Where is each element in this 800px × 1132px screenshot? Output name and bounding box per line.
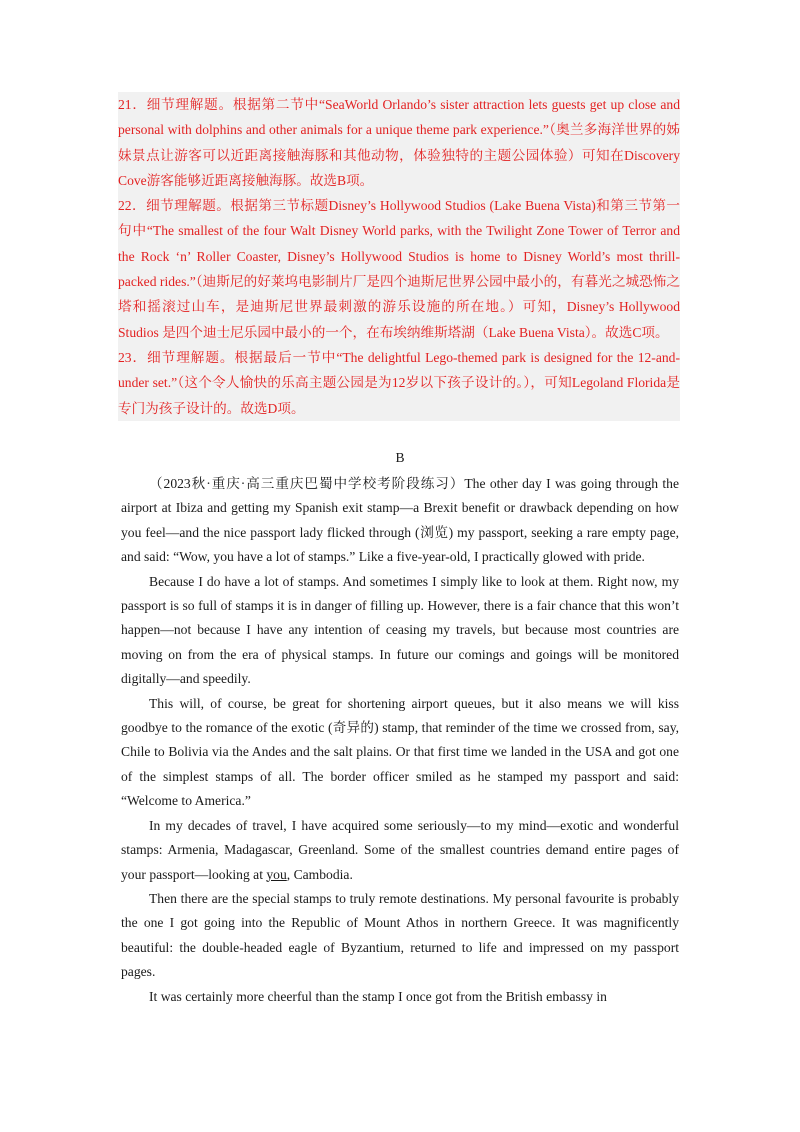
passage-text: In my decades of travel, I have acquired some seriously—to my mind—exotic and wonderful stamps: Armenia, Madagascar, Greenland. Some of the smallest countries demand entire pages of your passport—looking at bbox=[121, 817, 679, 882]
answer-explanations bbox=[118, 92, 680, 421]
answer-22-quote: The smallest of the four Walt Disney World parks, with the Twilight Zone Tower of Terror and the Rock ‘n’ Roller Coaster, Disney’s Hollywood Studios is home to Disney World’s most thrill-packed rides. bbox=[118, 223, 680, 290]
answer-21 bbox=[118, 92, 680, 193]
answer-22-label: 22．细节理解题。根据第三节标题 bbox=[118, 198, 329, 214]
answer-23-explanation: ”（这个令人愉快的乐高主题公园是为12岁以下孩子设计的。），可知Legoland Florida是专门为孩子设计的。故选D项。 bbox=[118, 375, 680, 416]
answer-21-label: 21．细节理解题。根据第二节中“ bbox=[118, 97, 326, 112]
reading-passage bbox=[121, 472, 679, 1009]
passage-paragraph: It was certainly more cheerful than the stamp I once got from the British embassy in bbox=[149, 988, 607, 1004]
underlined-word: you bbox=[266, 866, 287, 882]
answer-22-explanation: ”（迪斯尼的好莱坞电影制片厂是四个迪斯尼世界公园中最小的，有暮光之城恐怖之塔和摇滚过山车，是迪斯尼世界最刺激的游乐设施的所在地。）可知，Disney’s Hollywood Studios 是四个迪士尼乐园中最小的一个，在布埃纳维斯塔湖（Lake Buena Vista）。故选C项。 bbox=[118, 274, 680, 340]
passage-paragraph bbox=[121, 814, 679, 887]
answer-23-quote: The delightful Lego-themed park is designed for the 12-and-under set. bbox=[118, 349, 680, 391]
answer-22-heading: Disney’s Hollywood Studios (Lake Buena Vista) bbox=[328, 198, 596, 214]
passage-text: , Cambodia. bbox=[286, 866, 353, 882]
passage-paragraph: This will, of course, be great for shortening airport queues, but it also means we will kiss goodbye to the romance of the exotic (奇异的) stamp, that reminder of the time we crossed from, say, Chile to Bolivia via the Andes and the salt plains. Or that first time we landed in the USA and got one of the simplest stamps of all. The border officer smiled as he stamped my passport and said: “Welcome to America.” bbox=[121, 695, 679, 809]
passage-paragraph: Because I do have a lot of stamps. And sometimes I simply like to look at them. Right now, my passport is so full of stamps it is in danger of filling up. However, there is a fair chance that this won’t happen—not because I have any intention of ceasing my travels, but because most countries are moving on from the era of physical stamps. In future our comings and goings will be monitored digitally—and speedily. bbox=[121, 573, 679, 687]
section-heading: B bbox=[395, 450, 405, 465]
passage-paragraph: Then there are the special stamps to truly remote destinations. My personal favourite is probably the one I got going into the Republic of Mount Athos in northern Greece. It was magnificently beautiful: the double-headed eagle of Byzantium, returned to life and impressed on my passport pages. bbox=[121, 890, 679, 980]
answer-22 bbox=[118, 193, 680, 345]
answer-23-label: 23．细节理解题。根据最后一节中“ bbox=[118, 349, 343, 365]
answer-21-quote: SeaWorld Orlando’s sister attraction lets guests get up close and personal with dolphins and other animals for a unique theme park experience. bbox=[118, 97, 680, 138]
answer-21-explanation: ”（奥兰多海洋世界的姊妹景点让游客可以近距离接触海豚和其他动物，体验独特的主题公园体验）可知在Discovery Cove游客能够近距离接触海豚。故选B项。 bbox=[118, 122, 681, 188]
answer-22-mid: 和第三节第一句中“ bbox=[118, 198, 681, 239]
answer-23 bbox=[118, 345, 680, 421]
passage-paragraph: （2023秋·重庆·高三重庆巴蜀中学校考阶段练习）The other day I was going through the airport at Ibiza and getting my Spanish exit stamp—a Brexit benefit or drawback depending on how you feel—and the nice passport lady flicked through (浏览) my passport, seeking a rare empty page, and said: “Wow, you have a lot of stamps.” Like a five-year-old, I practically glowed with pride. bbox=[121, 476, 679, 565]
